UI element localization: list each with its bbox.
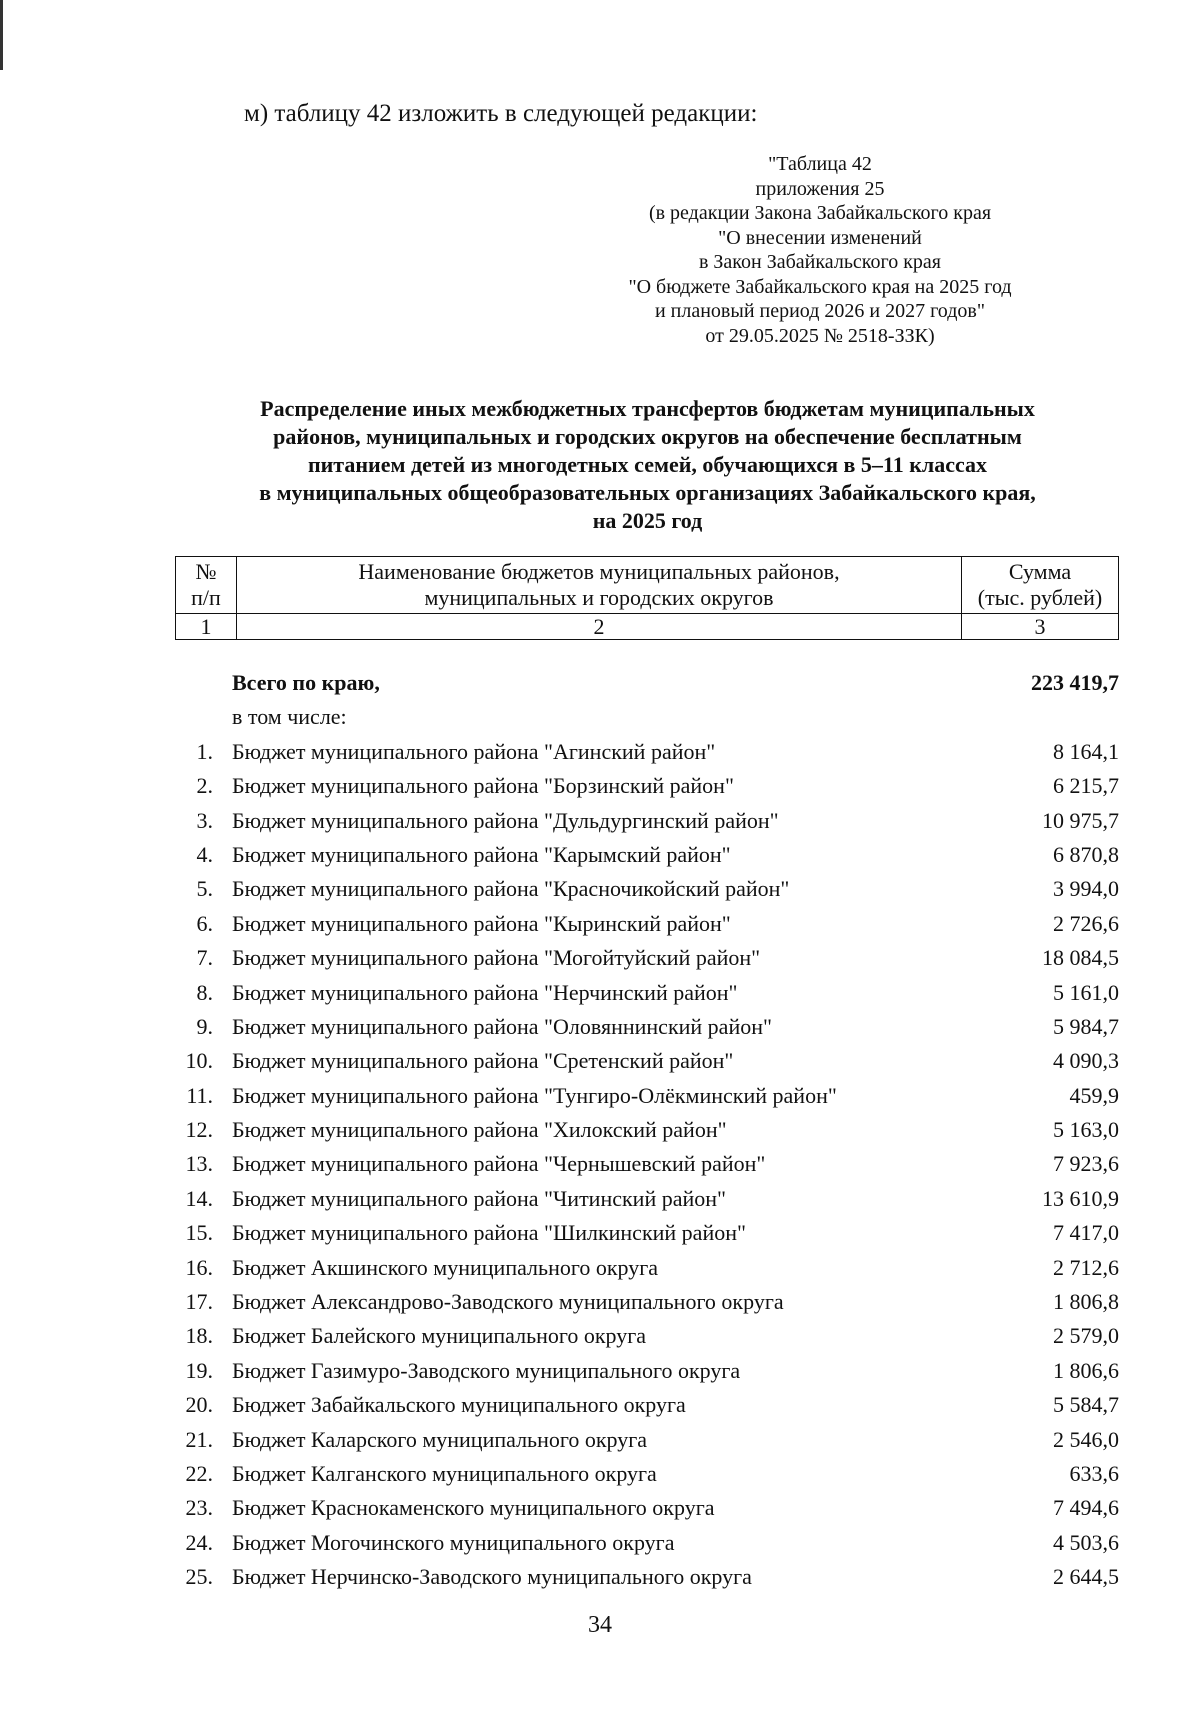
table-row: [175, 1182, 1119, 1216]
header-line: "Таблица 42: [768, 153, 872, 175]
column-index-3: 3: [962, 614, 1119, 640]
row-amount: 4 090,3: [1053, 1048, 1119, 1074]
row-amount: 2 726,6: [1053, 910, 1119, 936]
table-column-headers: [175, 556, 1119, 640]
table-row: [175, 941, 1119, 975]
row-budget-name: Бюджет муниципального района "Борзинский район": [232, 773, 734, 799]
row-budget-name: Бюджет Забайкальского муниципального округа: [232, 1392, 686, 1418]
row-budget-name: Бюджет Краснокаменского муниципального округа: [232, 1495, 715, 1521]
row-budget-name: Бюджет муниципального района "Чернышевский район": [232, 1151, 766, 1177]
row-amount: 4 503,6: [1053, 1529, 1119, 1555]
row-number: 6.: [196, 910, 213, 936]
header-line: (в редакции Закона Забайкальского края: [648, 202, 992, 224]
table-header-reference: [560, 152, 1080, 348]
row-amount: 1 806,6: [1053, 1357, 1119, 1383]
row-amount: 6 870,8: [1053, 841, 1119, 867]
row-budget-name: Бюджет муниципального района "Кыринский район": [232, 910, 731, 936]
row-budget-name: Бюджет муниципального района "Шилкинский район": [232, 1220, 746, 1246]
table-row: [175, 838, 1119, 872]
total-amount: 223 419,7: [1031, 670, 1119, 695]
row-number: 13.: [185, 1151, 213, 1177]
row-number: 24.: [185, 1529, 213, 1555]
row-number: 8.: [196, 979, 213, 1005]
column-index-1: 1: [176, 614, 237, 640]
row-amount: 13 610,9: [1042, 1185, 1119, 1211]
column-header-name: [237, 557, 962, 614]
row-amount: 10 975,7: [1042, 807, 1119, 833]
row-amount: 2 546,0: [1053, 1426, 1119, 1452]
table-row: [175, 1423, 1119, 1457]
row-budget-name: Бюджет муниципального района "Могойтуйский район": [232, 945, 761, 971]
row-amount: 2 644,5: [1053, 1564, 1119, 1590]
row-amount: 633,6: [1069, 1460, 1119, 1486]
row-budget-name: Бюджет муниципального района "Агинский район": [232, 738, 716, 764]
total-label: Всего по краю,: [232, 670, 380, 695]
column-index-2: 2: [237, 614, 962, 640]
row-budget-name: Бюджет муниципального района "Тунгиро-Олёкминский район": [232, 1082, 837, 1108]
table-body: [175, 666, 1119, 1595]
row-number: 20.: [185, 1392, 213, 1418]
header-line: "О внесении изменений: [718, 226, 922, 249]
row-number: 15.: [185, 1220, 213, 1246]
row-amount: 459,9: [1069, 1082, 1119, 1108]
row-amount: 6 215,7: [1053, 773, 1119, 799]
row-number: 19.: [185, 1357, 213, 1383]
table-row: [175, 1147, 1119, 1181]
amendment-intro: м) таблицу 42 изложить в следующей редакции:: [244, 100, 758, 127]
row-amount: 7 417,0: [1053, 1220, 1119, 1246]
column-header-amount-line2: (тыс. рублей): [977, 585, 1103, 610]
row-budget-name: Бюджет Акшинского муниципального округа: [232, 1254, 659, 1280]
title-line: Распределение иных межбюджетных трансфертов бюджетам муниципальных: [260, 396, 1035, 421]
row-budget-name: Бюджет Каларского муниципального округа: [232, 1426, 648, 1452]
scan-edge-line: [0, 0, 3, 70]
row-amount: 5 984,7: [1053, 1013, 1119, 1039]
header-line: от 29.05.2025 № 2518-ЗЗК): [705, 324, 935, 347]
row-number: 9.: [196, 1013, 213, 1039]
row-budget-name: Бюджет Могочинского муниципального округа: [232, 1529, 675, 1555]
row-budget-name: Бюджет муниципального района "Сретенский район": [232, 1048, 734, 1074]
row-amount: 5 584,7: [1053, 1392, 1119, 1418]
row-budget-name: Бюджет муниципального района "Хилокский район": [232, 1117, 727, 1143]
row-number: 4.: [196, 841, 213, 867]
row-number: 11.: [186, 1082, 213, 1108]
table-row: [175, 1079, 1119, 1113]
title-line: питанием детей из многодетных семей, обучающихся в 5–11 классах: [307, 452, 988, 477]
table-row: [175, 1251, 1119, 1285]
row-budget-name: Бюджет муниципального района "Дульдургинский район": [232, 807, 779, 833]
table-row: [175, 1285, 1119, 1319]
table-row: [175, 735, 1119, 769]
row-amount: 5 163,0: [1053, 1117, 1119, 1143]
header-line: "О бюджете Забайкальского края на 2025 год: [628, 275, 1012, 298]
title-line: районов, муниципальных и городских округов на обеспечение бесплатным: [273, 424, 1022, 449]
table-row: [175, 1319, 1119, 1353]
table-row: [175, 1491, 1119, 1525]
total-row: [175, 666, 1119, 700]
header-line: и плановый период 2026 и 2027 годов": [654, 300, 986, 322]
row-budget-name: Бюджет муниципального района "Красночикойский район": [232, 876, 790, 902]
row-amount: 2 712,6: [1053, 1254, 1119, 1280]
page-number: 34: [588, 1612, 612, 1638]
row-budget-name: Бюджет муниципального района "Карымский район": [232, 841, 731, 867]
row-budget-name: Бюджет Нерчинско-Заводского муниципального округа: [232, 1564, 752, 1590]
row-number: 22.: [185, 1460, 213, 1486]
title-line: на 2025 год: [592, 508, 703, 533]
column-header-name-line1: Наименование бюджетов муниципальных районов,: [358, 559, 840, 584]
column-header-number-line1: №: [195, 559, 217, 584]
table-row: [175, 1010, 1119, 1044]
column-header-amount: [962, 557, 1119, 614]
row-number: 16.: [185, 1254, 213, 1280]
header-line: в Закон Забайкальского края: [698, 251, 942, 273]
subtotal-caption: в том числе:: [232, 704, 347, 730]
table-row: [175, 1113, 1119, 1147]
column-header-amount-line1: Сумма: [1008, 559, 1072, 584]
table-row: [175, 1354, 1119, 1388]
table-row: [175, 1526, 1119, 1560]
row-number: 7.: [196, 945, 213, 971]
table-row: [175, 872, 1119, 906]
row-budget-name: Бюджет муниципального района "Читинский район": [232, 1185, 727, 1211]
row-number: 12.: [185, 1117, 213, 1143]
table-row: [175, 1560, 1119, 1594]
row-number: 23.: [185, 1495, 213, 1521]
row-number: 3.: [196, 807, 213, 833]
row-budget-name: Бюджет муниципального района "Оловяннинский район": [232, 1013, 772, 1039]
row-number: 17.: [185, 1289, 213, 1315]
row-number: 14.: [185, 1185, 213, 1211]
row-budget-name: Бюджет Александрово-Заводского муниципального округа: [232, 1289, 784, 1315]
row-amount: 7 923,6: [1053, 1151, 1119, 1177]
row-amount: 3 994,0: [1053, 876, 1119, 902]
row-amount: 7 494,6: [1053, 1495, 1119, 1521]
table-row: [175, 804, 1119, 838]
subtotal-caption-row: [175, 700, 1119, 734]
header-line: приложения 25: [755, 177, 885, 200]
row-amount: 8 164,1: [1053, 738, 1119, 764]
table-row: [175, 769, 1119, 803]
table-row: [175, 1216, 1119, 1250]
row-number: 5.: [196, 876, 213, 902]
table-row: [175, 1388, 1119, 1422]
row-amount: 5 161,0: [1053, 979, 1119, 1005]
title-line: в муниципальных общеобразовательных организациях Забайкальского края,: [259, 480, 1036, 505]
row-amount: 2 579,0: [1053, 1323, 1119, 1349]
row-amount: 1 806,8: [1053, 1289, 1119, 1315]
row-number: 21.: [185, 1426, 213, 1452]
column-header-number: [176, 557, 237, 614]
row-budget-name: Бюджет Балейского муниципального округа: [232, 1323, 647, 1349]
table-row: [175, 976, 1119, 1010]
table-row: [175, 1457, 1119, 1491]
table-row: [175, 907, 1119, 941]
row-amount: 18 084,5: [1042, 945, 1119, 971]
document-title: [170, 395, 1125, 535]
row-number: 10.: [185, 1048, 213, 1074]
row-number: 18.: [185, 1323, 213, 1349]
row-number: 25.: [185, 1564, 213, 1590]
row-budget-name: Бюджет Калганского муниципального округа: [232, 1460, 657, 1486]
row-budget-name: Бюджет муниципального района "Нерчинский район": [232, 979, 738, 1005]
row-number: 1.: [196, 738, 213, 764]
table-row: [175, 1044, 1119, 1078]
row-number: 2.: [196, 773, 213, 799]
column-header-name-line2: муниципальных и городских округов: [424, 585, 774, 610]
row-budget-name: Бюджет Газимуро-Заводского муниципального округа: [232, 1357, 741, 1383]
column-header-number-line2: п/п: [191, 585, 221, 610]
